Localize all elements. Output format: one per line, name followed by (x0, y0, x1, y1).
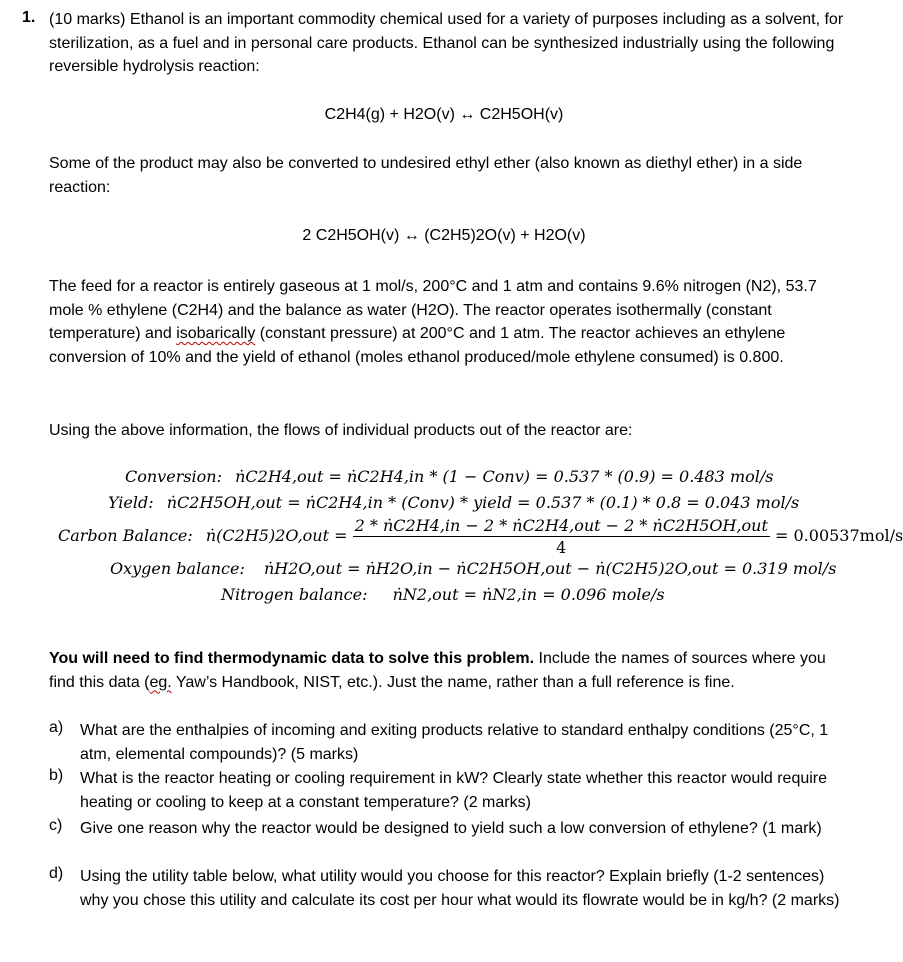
thermo-data-paragraph: You will need to find thermodynamic data to solve this problem. Include the names of sources where you find this data (eg. Yaw’s Handbook, NIST, etc.). Just the name, rather than a full reference is fine. (49, 650, 826, 691)
part-a-text: What are the enthalpies of incoming and exiting products relative to standard enthalpy conditions (25°C, 1 atm, elemental compounds)? (5 marks) (80, 722, 829, 763)
carbon-lhs: ṅ(C2H5)2O,out = (205, 526, 348, 545)
side-reaction-paragraph: Some of the product may also be converted to undesired ethyl ether (also known as diethyl ether) in a side reaction: (49, 155, 803, 196)
intro-paragraph: (10 marks) Ethanol is an important commodity chemical used for a variety of purposes including as a solvent, for sterilization, as a fuel and in personal care products. Ethanol can be synthesized industrially using the following reversible hydrolysis reaction: (49, 11, 844, 75)
nitrogen-expression: ṅN2,out = ṅN2,in = 0.096 mole/s (392, 585, 665, 604)
spellcheck-flagged-word: eg. (149, 673, 172, 691)
carbon-fraction (353, 516, 770, 557)
carbon-balance-equation (58, 516, 903, 557)
conversion-expression: ṅC2H4,out = ṅC2H4,in * (1 − Conv) = 0.537 * (0.9) = 0.483 mol/s (235, 467, 774, 486)
oxygen-balance-label: Oxygen balance: (110, 559, 245, 578)
part-d-label: d) (49, 865, 64, 882)
yield-label: Yield: (108, 493, 154, 512)
carbon-rhs: = 0.00537mol/s (775, 526, 903, 545)
yield-equation (108, 493, 799, 512)
nitrogen-balance-label: Nitrogen balance: (221, 585, 368, 604)
part-c-text: Give one reason why the reactor would be designed to yield such a low conversion of ethylene? (1 mark) (80, 820, 822, 837)
thermo-bold-text: You will need to find thermodynamic data to solve this problem. (49, 650, 535, 667)
spellcheck-flagged-word: isobarically (176, 325, 256, 342)
part-d-text: Using the utility table below, what utility would you choose for this reactor? Explain briefly (1-2 sentences) why you chose this utility and calculate its cost per hour what would its flowrate would be in kg/h? (2 marks) (80, 868, 840, 909)
carbon-numerator: 2 * ṅC2H4,in − 2 * ṅC2H4,out − 2 * ṅC2H5OH,out (354, 516, 768, 535)
oxygen-expression: ṅH2O,out = ṅH2O,in − ṅC2H5OH,out − ṅ(C2H5)2O,out = 0.319 mol/s (263, 559, 837, 578)
question-number: 1. (22, 9, 36, 26)
yield-expression: ṅC2H5OH,out = ṅC2H4,in * (Conv) * yield = 0.537 * (0.1) * 0.8 = 0.043 mol/s (166, 493, 800, 512)
nitrogen-balance-equation (221, 585, 665, 604)
reaction-2: 2 C2H5OH(v) ↔ (C2H5)2O(v) + H2O(v) (302, 227, 586, 244)
conversion-label: Conversion: (125, 467, 222, 486)
part-b-label: b) (49, 767, 64, 784)
carbon-balance-label: Carbon Balance: (58, 526, 193, 545)
reaction-1: C2H4(g) + H2O(v) ↔ C2H5OH(v) (324, 106, 564, 123)
part-a-label: a) (49, 719, 64, 736)
part-b-text: What is the reactor heating or cooling requirement in kW? Clearly state whether this reactor would require heating or cooling to keep at a constant temperature? (2 marks) (80, 770, 828, 811)
conversion-equation (125, 467, 773, 486)
carbon-denominator: 4 (556, 538, 567, 557)
feed-paragraph: The feed for a reactor is entirely gaseous at 1 mol/s, 200°C and 1 atm and contains 9.6% nitrogen (N2), 53.7 mole % ethylene (C2H4) and the balance as water (H2O). The reactor operates isothermally (constant temperature) and isobarically (constant pressure) at 200°C and 1 atm. The reactor achieves an ethylene conversion of 10% and the yield of ethanol (moles ethanol produced/mole ethylene consumed) is 0.800. (49, 278, 817, 366)
oxygen-balance-equation (110, 559, 836, 578)
part-c-label: c) (49, 817, 63, 834)
flows-intro: Using the above information, the flows of individual products out of the reactor are: (49, 422, 633, 439)
